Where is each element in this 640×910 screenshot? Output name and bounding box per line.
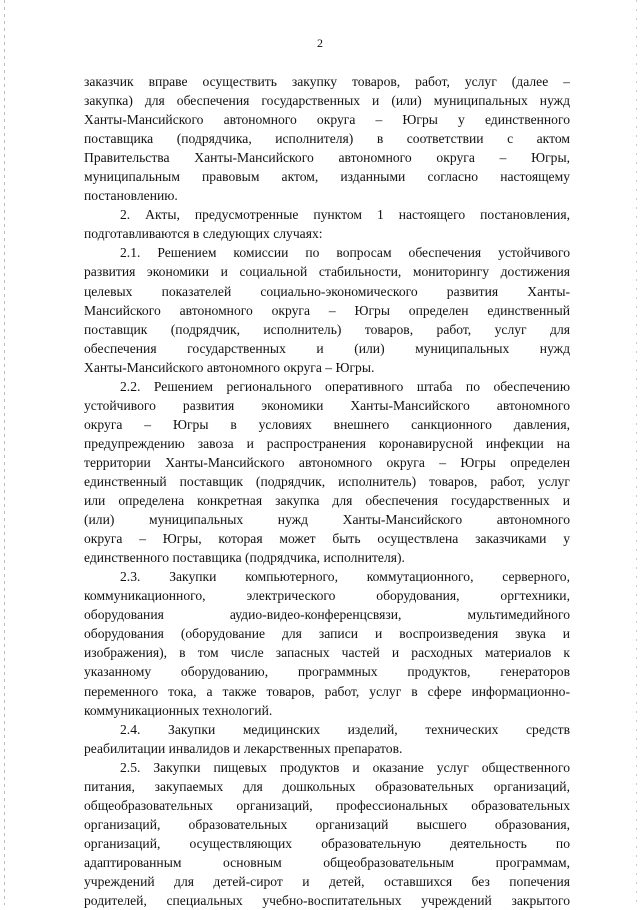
text-line: родителей, специальных учебно-воспитательных учреждений закрытого bbox=[84, 893, 570, 909]
text-line: 2.5. Закупки пищевых продуктов и оказание услуг общественного bbox=[120, 759, 570, 775]
text-line: изображения), в том числе запасных частей и расходных материалов к bbox=[84, 645, 570, 661]
text-line: муниципальным правовым актом, изданными согласно настоящему bbox=[84, 169, 570, 185]
text-line: Правительства Ханты-Мансийского автономного округа – Югры, bbox=[84, 150, 570, 166]
text-line: реабилитации инвалидов и лекарственных препаратов. bbox=[84, 740, 403, 756]
text-line: коммуникационного, электрического оборудования, оргтехники, bbox=[84, 588, 570, 604]
text-line: округа – Югры, которая может быть осуществлена заказчиками у bbox=[84, 531, 570, 547]
text-line: оборудования аудио-видео-конференцсвязи, мультимедийного bbox=[84, 607, 570, 623]
document-body bbox=[84, 72, 570, 910]
text-line: оборудования (оборудование для записи и воспроизведения звука и bbox=[84, 626, 570, 642]
text-line: переменного тока, а также товаров, работ, услуг в сфере информационно- bbox=[84, 683, 570, 699]
text-line: округа – Югры в условиях внешнего санкционного давления, bbox=[84, 416, 570, 432]
text-line: 2.1. Решением комиссии по вопросам обеспечения устойчивого bbox=[120, 245, 570, 261]
text-line: целевых показателей социально-экономического развития Ханты- bbox=[84, 283, 570, 299]
text-line: 2.4. Закупки медицинских изделий, технических средств bbox=[120, 721, 570, 737]
text-line: заказчик вправе осуществить закупку товаров, работ, услуг (далее – bbox=[84, 74, 570, 89]
page-number: 2 bbox=[317, 36, 323, 50]
text-line: подготавливаются в следующих случаях: bbox=[84, 226, 323, 242]
text-line: Ханты-Мансийского автономного округа – Югры у единственного bbox=[84, 112, 570, 128]
text-line: 2. Акты, предусмотренные пунктом 1 настоящего постановления, bbox=[120, 207, 570, 223]
scan-edge-left bbox=[4, 0, 5, 905]
text-line: адаптированным основным общеобразовательным программам, bbox=[84, 854, 570, 870]
scan-edge-right bbox=[636, 0, 637, 905]
text-line: предупреждению завоза и распространения коронавирусной инфекции на bbox=[84, 435, 570, 451]
text-line: 2.2. Решением регионального оперативного штаба по обеспечению bbox=[120, 378, 570, 394]
text-line: организаций, осуществляющих образовательную деятельность по bbox=[84, 835, 570, 851]
text-line: устойчивого развития экономики Ханты-Мансийского автономного bbox=[84, 397, 570, 413]
text-line: закупка) для обеспечения государственных и (или) муниципальных нужд bbox=[84, 93, 570, 109]
text-line: коммуникационных технологий. bbox=[84, 702, 273, 718]
text-line: питания, закупаемых для дошкольных образовательных организаций, bbox=[84, 778, 570, 794]
text-line: поставщик (подрядчик, исполнитель) товаров, работ, услуг для bbox=[84, 321, 570, 337]
text-line: организаций, образовательных организаций высшего образования, bbox=[84, 816, 570, 832]
text-line: Мансийского автономного округа – Югры определен единственный bbox=[84, 302, 570, 318]
text-line: территории Ханты-Мансийского автономного округа – Югры определен bbox=[84, 454, 570, 470]
text-line: Ханты-Мансийского автономного округа – Югры. bbox=[84, 359, 375, 375]
text-line: или определена конкретная закупка для обеспечения государственных и bbox=[84, 493, 570, 509]
text-line: постановлению. bbox=[84, 188, 178, 204]
text-line: указанному оборудованию, программных продуктов, генераторов bbox=[84, 664, 570, 680]
text-line: единственного поставщика (подрядчика, исполнителя). bbox=[84, 550, 405, 566]
text-line: 2.3. Закупки компьютерного, коммутационного, серверного, bbox=[120, 569, 570, 585]
text-line: поставщика (подрядчика, исполнителя) в соответствии с актом bbox=[84, 131, 570, 147]
text-line: учреждений для детей-сирот и детей, оставшихся без попечения bbox=[84, 873, 570, 889]
text-line: единственный поставщик (подрядчик, исполнитель) товаров, работ, услуг bbox=[84, 473, 570, 489]
text-line: обеспечения государственных и (или) муниципальных нужд bbox=[84, 340, 570, 356]
text-line: общеобразовательных организаций, профессиональных образовательных bbox=[84, 797, 570, 813]
text-line: развития экономики и социальной стабильности, мониторингу достижения bbox=[84, 264, 570, 280]
text-line: (или) муниципальных нужд Ханты-Мансийского автономного bbox=[84, 512, 570, 528]
